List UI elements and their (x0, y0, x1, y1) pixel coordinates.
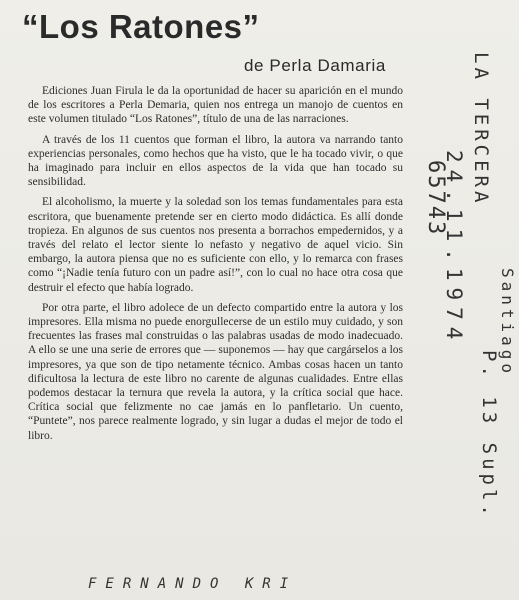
handwritten-clip-number: 65743 (423, 160, 448, 237)
article-paragraph: Ediciones Juan Firula le da la oportunidad de hacer su aparición en el mundo de los escritores a Perla Demaria, quien nos entrega un manojo de cuentos en este volumen titulado “Los Ratones”, título de una de las narraciones. (28, 85, 403, 126)
handwritten-author-name: FERNANDO KRI (88, 576, 298, 592)
article-body (28, 84, 403, 449)
handwritten-newspaper-name: LA TERCERA (470, 52, 492, 207)
article-byline: de Perla Damaria (244, 56, 386, 75)
article-title: “Los Ratones” (22, 8, 260, 45)
handwritten-page-reference: P. 13 Supl. (478, 350, 500, 520)
handwritten-city: Santiago (498, 268, 517, 378)
article-paragraph: El alcoholismo, la muerte y la soledad son los temas fundamentales para esta escritora, que buenamente pretende ser en cierto modo didáctica. Es allí donde tropieza. En algunos de sus cuentos nos presenta a borrachos empedernidos, y a través del relato el lector siente lo nefasto y negativo de aquel vicio. Sin embargo, la autora piensa que no es suficiente con ello, y lo remarca con frases como “¡Nadie tenía futuro con un padre así!”, con lo cual no hace otra cosa que destruir el efecto que había logrado. (28, 196, 403, 294)
article-paragraph: A través de los 11 cuentos que forman el libro, la autora va narrando tanto experiencias personales, como hechos que ha visto, que le ha tocado vivir, o que ha imaginado para incluir en ellos aspectos de la vida que han tocado su sensibilidad. (28, 133, 403, 189)
article-paragraph: Por otra parte, el libro adolece de un defecto compartido entre la autora y los impresores. Ella misma no puede enorgullecerse de un estilo muy cuidado, y son frecuentes las frases mal construidas o las palabras usadas de modo inadecuado. A ello se une una serie de errores que — suponemos — hay que cargárselos a los impresores, ya que son de tipo netamente técnico. Ambas cosas hacen un tanto dificultosa la lectura de este libro no carente de algunas cualidades. Entre ellas podemos destacar la ternura que revela la autora, y la crítica social que hace. Crítica social que felizmente no cae jamás en lo panfletario. Un cuento, “Puntete”, nos parece realmente logrado, y sin lugar a dudas el mejor de todo el libro. (28, 301, 403, 442)
handwritten-date: 24.11.1974 (442, 150, 466, 347)
